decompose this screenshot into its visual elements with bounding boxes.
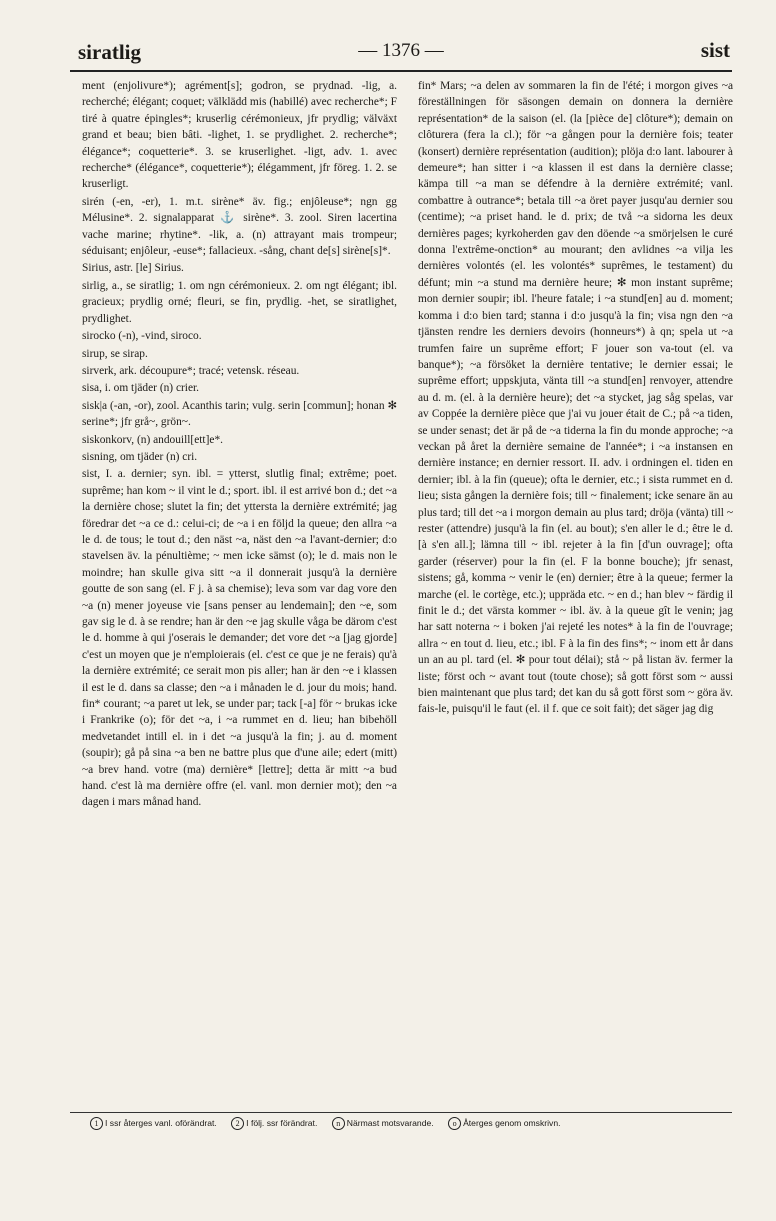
footnote-1 bbox=[90, 1118, 217, 1128]
entry-sist: sist, I. a. dernier; syn. ibl. = ytterst, slutlig final; extrême; poet. suprême; han kom ~ il vint le d.; sport. ibl. il est arrivé bon d.; det ~a la dernière chose; slutet la fin; det yttersta la dernière extrémité; jag föredrar det ~a ce d.: celui-ci; de ~a i en följd la queue; den allra ~a le d. de tous; le tout d.; den näst ~a, näst den ~a l'avant-dernier; d:o stavelsen äv. la pénultième; ~ men icke sämst (o); le d. mais non le moindre; han skulle giva sitt ~a il donnerait jusqu'à la dernière goutte de son sang (el. F j. à sa chemise); leva som var dag vore den ~a (n) mener joyeuse vie [sans penser au lendemain]; den ~e, som gav sig le d. à se rendre; han är den ~e jag skulle våga be därom c'est le d. homme à qui j'oserais le demander; det vore det ~a [jag gjorde] c'est un moyen que je n'emploierais (el. c'est ce que je ne ferais) qu'à la dernière extrémité; ce serait mon pis aller; han är den ~e i klassen il est le d. dans sa classe; den ~a i månaden le d. jour du mois; hand. fin* courant; ~a paret ut lek, se under par; tack [-a] för ~ brukas icke i Frankrike (o); för det ~a, i ~a rummet en d. lieu; han bibehöll medvetandet intill el. in i det ~a jusqu'à la fin; j. au d. moment (soupir); gå på sina ~a ben ne battre plus que d'une aile; edert (mitt) ~a brev hand. votre (ma) dernière* [lettre]; detta är mitt ~a bud hand. c'est là ma dernière offre (el. vanl. mon dernier mot); den ~a dagen i mars månad hand. bbox=[82, 468, 397, 809]
entry-sist-continued: fin* Mars; ~a delen av sommaren la fin de l'été; i morgon gives ~a föreställningen för säsongen demain on donnera la dernière représentation* de la saison (el. (la [pièce de] clôture*); demain on clôturera (fera la cl.); för ~a gången pour la dernière fois; teater (konsert) dernière représentation (audition); plöja d:o lant. labourer à demeure*; han sitter i ~a klassen il est dans la dernière classe; kämpa till ~a man se défendre à la dernière extrémité; vanl. combattre à outrance*; betala till ~a öret payer jusqu'au dernier sou (centime); ~a priset hand. le d. prix; de två ~a sidorna les deux dernières pages; kyrkoherden gav den döende ~a smörjelsen le curé donna l'extrême-onction* au mourant; den avlidnes ~a vilja les dernières volontés (el. les volontés* suprêmes, le testament) du défunt; min ~a stund ma dernière heure; ✻ mon instant suprême; mon dernier soupir; ibl. l'heure fatale; i ~a stund[en] au d. moment; komma i d:o bien tard; stanna i d:o jusqu'à la fin; visa ngn den ~a tjänsten rendre les derniers devoirs (honneurs*) à qn; spela ut ~a trumfen faire un suprême effort; F jouer son va-tout (el. va banque*); ~a försöket la dernière tentative; le dernier essai; le suprême effort; uppskjuta, vänta till ~a stund[en] renvoyer, attendre au d. m. (el. à la dernière heure); det ~a stycket, jag såg spelas, var av Coppée la dernière pièce que j'ai vu jouer était de C.; på ~a tiden, se under senast; det är på de ~a tiderna la fin du monde approche; ~a veckan på året la dernière semaine de l'année*; i ~a instansen en dernière instance; en dernier ressort. II. adv. i ordningen el. tiden en dernier; ibl. à la fin (queue); ofta le dernier, etc.; i sista rummet en d. lieu; sista gången la dernière fois; till ~ finalement; icke senare än au plus tard; till det ~a i morgon demain au plus tard; dröja (vänta) till ~ rester (attendre) jusqu'à la fin (el. au bout); s'en aller le d.; être le d. [à s'en all.]; lämna till ~ ibl. rejeter à la fin [d'un ouvrage]; ofta garder (réserver) pour la fin (el. F la bonne bouche); jfr senast, sistens; gå, komma ~ venir le (en) dernier; être à la queue; fermer la marche (el. le cortège, etc.); uppräda etc. ~ en d.; han blev ~ färdig il finit le d.; det värsta kommer ~ ibl. äv. à la queue gît le venin; jag har satt noterna ~ i boken j'ai rejeté les notes* à la fin de l'ouvrage; allra ~ en tout d. lieu, etc.; ibl. F à la fin des fins*; ~ inom ett år dans un an au pl. tard (el. ✻ pour tout délai); stå ~ på listan äv. fermer la liste; först och ~ avant tout (toute chose); så gott först som ~ aussi bien maintenant que plus tard; det kan du så gott först som ~ göra äv. fais-le, puisqu'il le faut (el. il f. que ce soit fait); det säger jag dig bbox=[418, 80, 733, 716]
entry-sirat-continued: ment (enjolivure*); agrément[s]; godron, se prydnad. -lig, a. recherché; élégant; coquet; välklädd mis (habillé) avec recherche*; F tiré à quatre épingles*; kruserlig cérémonieux, jfr prydlig; välväxt grand et beau; bien bâti. -lighet, 1. se prydlighet. 2. recherche*; élégance*; coquetterie*. 3. se kruserlighet. -ligt, adv. 1. avec recherche* (élégance*, coquetterie*); élégamment, jfr föreg. 1. 2. se kruserligt. bbox=[82, 80, 397, 191]
page-header bbox=[70, 36, 732, 72]
right-running-headword: sist bbox=[700, 38, 730, 62]
left-running-headword: siratlig bbox=[78, 40, 141, 64]
entry-sisning: sisning, om tjäder (n) cri. bbox=[82, 450, 198, 463]
entry-siskonkorv: siskonkorv, (n) andouill[ett]e*. bbox=[82, 433, 223, 446]
footnote-divider bbox=[70, 1112, 732, 1113]
footnote-text: Återges genom omskrivn. bbox=[463, 1118, 561, 1128]
footnote-text: I följ. ssr förändrat. bbox=[246, 1118, 318, 1128]
entry-sisa: sisa, i. om tjäder (n) crier. bbox=[82, 382, 200, 395]
entry-siska: sisk|a (-an, -or), zool. Acanthis tarin; vulg. serin [commun]; honan ✻ serine*; jfr grå~, grön~. bbox=[82, 399, 397, 429]
entry-siren: sirén (-en, -er), 1. m.t. sirène* äv. fig.; enjôleuse*; ngn gg Mélusine*. 2. signalapparat ⚓ sirène*. 3. zool. Siren lacertina vache marine; rhytine*. -lik, a. (n) attrayant mais trompeur; séduisant; enjôleur, -euse*; fallacieux. -sång, chant de[s] sirène[s]*. bbox=[82, 195, 397, 258]
footnote-text: I ssr återges vanl. oförändrat. bbox=[105, 1118, 217, 1128]
footnote-o bbox=[448, 1118, 560, 1128]
footnote-text: Närmast motsvarande. bbox=[346, 1118, 434, 1128]
footnote-2 bbox=[231, 1118, 317, 1128]
circled-symbol: 1 bbox=[90, 1117, 103, 1130]
circled-symbol: 2 bbox=[231, 1117, 244, 1130]
entry-sirius: Sirius, astr. [le] Sirius. bbox=[82, 262, 184, 275]
entry-sirverk: sirverk, ark. découpure*; tracé; vetensk. réseau. bbox=[82, 364, 300, 377]
circled-symbol: o bbox=[448, 1117, 461, 1130]
left-column bbox=[82, 78, 397, 1098]
page-number: — 1376 — bbox=[358, 40, 444, 61]
circled-symbol: n bbox=[332, 1117, 345, 1130]
entry-sirlig: sirlig, a., se siratlig; 1. om ngn cérémonieux. 2. om ngt élégant; ibl. gracieux; prydlig orné; fleuri, se fin, prydlig. -het, se siratlighet, prydlighet. bbox=[82, 279, 397, 325]
right-column bbox=[418, 78, 733, 1098]
footnote-legend bbox=[90, 1117, 740, 1130]
footnote-n bbox=[332, 1118, 434, 1128]
entry-sirup: sirup, se sirap. bbox=[82, 347, 148, 360]
entry-sirocko: sirocko (-n), -vind, siroco. bbox=[82, 330, 202, 343]
